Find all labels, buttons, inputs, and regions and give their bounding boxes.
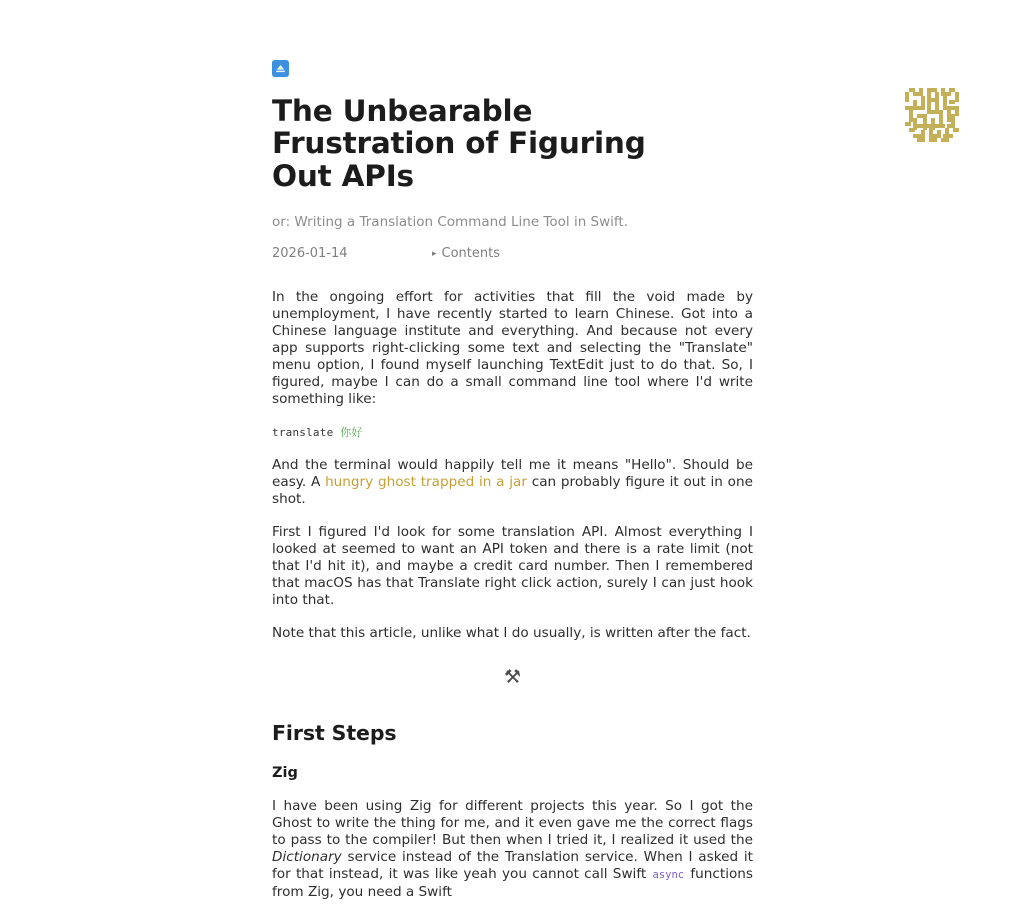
inline-code-async: async — [652, 869, 685, 882]
code-argument-chinese: 你好 — [340, 426, 363, 440]
contents-toggle-label: Contents — [441, 246, 501, 262]
paragraph-terminal — [272, 457, 753, 508]
code-command: translate — [272, 426, 334, 440]
avatar-badge-icon[interactable] — [272, 60, 289, 77]
page-title: The Unbearable Frustration of Figuring Out APIs — [272, 94, 646, 193]
code-block-translate — [272, 424, 753, 440]
square-kufic-logo[interactable] — [901, 84, 963, 146]
contents-toggle[interactable] — [432, 246, 500, 261]
paragraph-api-search: First I figured I'd look for some translation API. Almost everything I looked at seemed to want an API token and there is a rate limit (not that I'd hit it), and maybe a credit card number. Then I remembered that macOS has that Translate right click action, surely I can just hook into that. — [272, 524, 753, 609]
post-subtitle: or: Writing a Translation Command Line Tool in Swift. — [272, 214, 629, 231]
article-column — [272, 60, 753, 917]
paragraph-zig — [272, 798, 753, 901]
paragraph-zig-a: I have been using Zig for different projects this year. So I got the Ghost to write the thing for me, and it even gave me the correct flags to pass to the compiler! But then when I tried it, I realized it used the — [272, 798, 753, 849]
post-date: 2026-01-14 — [272, 246, 348, 262]
post-meta — [272, 246, 753, 261]
paragraph-zig-b: service instead of the Translation service. When I asked it for that instead, it was like yeah you cannot call Swift — [272, 849, 753, 883]
section-divider-ornament-icon: ⚒ — [503, 666, 522, 689]
paragraph-terminal-tail: can probably figure it out in one shot. — [272, 474, 753, 508]
hungry-ghost-link[interactable]: hungry ghost trapped in a jar — [325, 474, 527, 491]
subsection-heading-zig: Zig — [272, 765, 298, 782]
section-heading-first-steps: First Steps — [272, 721, 397, 746]
chevron-right-icon: ▸ — [432, 248, 437, 259]
paragraph-zig-c: functions from Zig, you need a Swift — [272, 866, 753, 901]
paragraph-terminal-lead: And the terminal would happily tell me it means "Hello". Should be easy. A — [272, 457, 753, 491]
paragraph-note: Note that this article, unlike what I do usually, is written after the fact. — [272, 625, 751, 642]
paragraph-intro: In the ongoing effort for activities that fill the void made by unemployment, I have recently started to learn Chinese. Got into a Chinese language institute and everything. And because not every app supports right-clicking some text and selecting the "Translate" menu option, I found myself launching TextEdit just to do that. So, I figured, maybe I can do a small command line tool where I'd write something like: — [272, 289, 753, 408]
emphasis-dictionary: Dictionary — [272, 849, 342, 866]
